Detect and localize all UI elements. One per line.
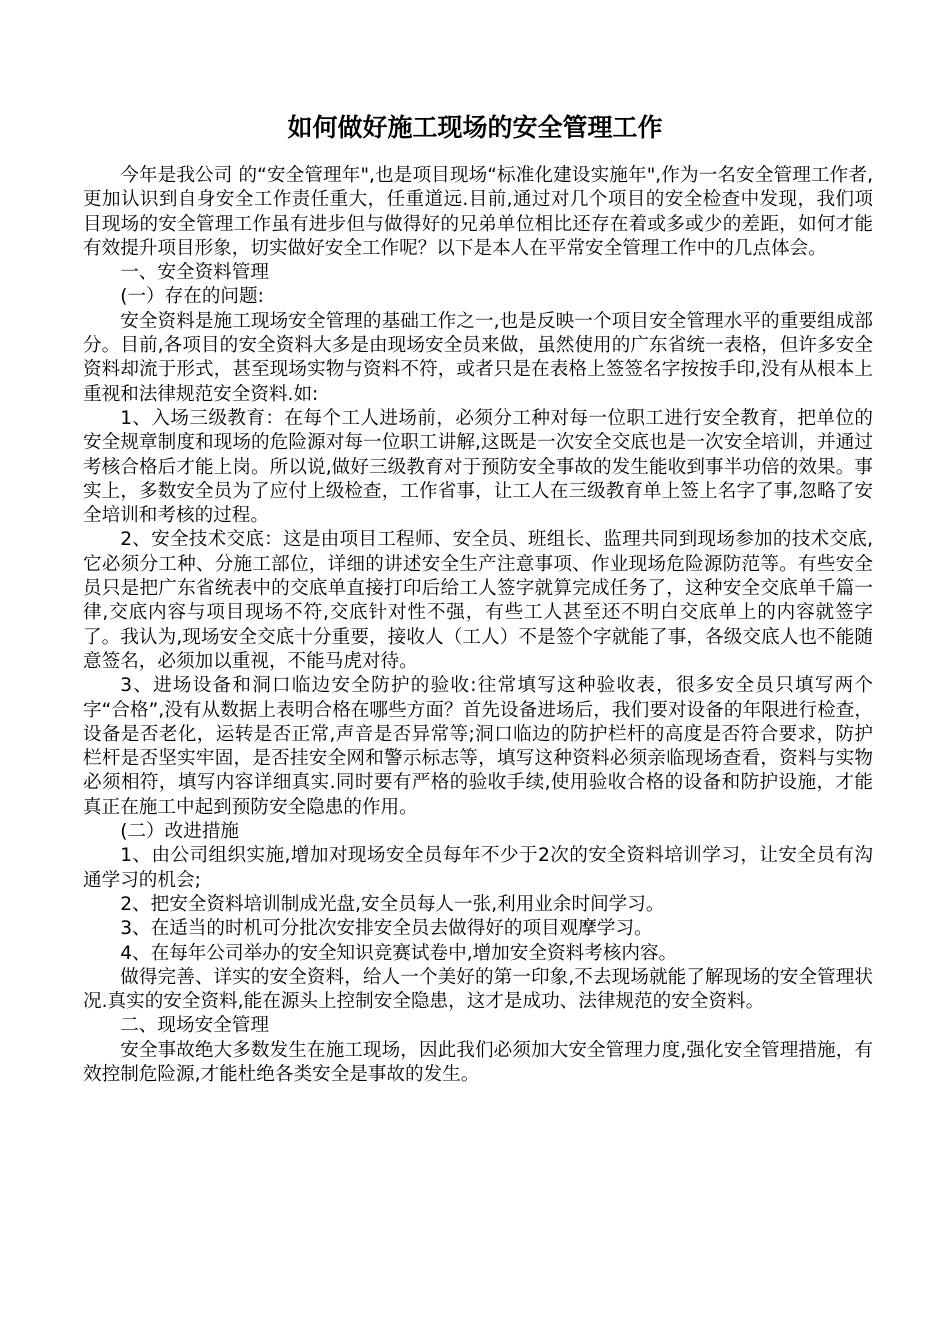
intro-paragraph: 今年是我公司 的“安全管理年",也是项目现场“标准化建设实施年",作为一名安全管理工作者,更加认识到自身安全工作责任重大，任重道远.目前,通过对几个项目的安全检查中发现，我们项目现场的安全管理工作虽有进步但与做得好的兄弟单位相比还存在着或多或少的差距，如何才能有效提升项目形象，切实做好安全工作呢？以下是本人在平常安全管理工作中的几点体会。: [83, 165, 873, 259]
document-title: 如何做好施工现场的安全管理工作: [287, 113, 663, 142]
improvement-item-4: 4、在每年公司举办的安全知识竞赛试卷中,增加安全资料考核内容。: [120, 942, 678, 964]
paragraph-site-safety: 安全事故绝大多数发生在施工现场，因此我们必须加大安全管理力度,强化安全管理措施，有效控制危险源,才能杜绝各类安全是事故的发生。: [83, 1039, 873, 1085]
improvement-item-2: 2、把安全资料培训制成光盘,安全员每人一张,利用业余时间学习。: [120, 893, 665, 915]
paragraph-equipment-acceptance: 3、进场设备和洞口临边安全防护的验收:往常填写这种验收表，很多安全员只填写两个字“合格”,没有从数据上表明合格在哪些方面？首先设备进场后，我们要对设备的年限进行检查，设备是否老化，运转是否正常,声音是否异常等;洞口临边的防护栏杆的高度是否符合要求，防护栏杆是否坚实牢固，是否挂安全网和警示标志等，填写这种资料必须亲临现场查看，资料与实物必须相符，填写内容详细真实.同时要有严格的验收手续,使用验收合格的设备和防护设施，才能真正在施工中起到预防安全隐患的作用。: [83, 675, 873, 818]
subsection-heading-problems: (一）存在的问题:: [120, 286, 264, 308]
document-body: [83, 164, 873, 1087]
section-heading-safety-documents: 一、安全资料管理: [120, 262, 269, 284]
paragraph-complete-documents: 做得完善、详实的安全资料，给人一个美好的第一印象,不去现场就能了解现场的安全管理状况.真实的安全资料,能在源头上控制安全隐患，这才是成功、法律规范的安全资料。: [83, 966, 873, 1013]
paragraph-safety-documents-overview: 安全资料是施工现场安全管理的基础工作之一,也是反映一个项目安全管理水平的重要组成部分。目前,各项目的安全资料大多是由现场安全员来做，虽然使用的广东省统一表格，但许多安全资料却流于形式，甚至现场实物与资料不符，或者只是在表格上签签名字按按手印,没有从根本上重视和法律规范安全资料.如:: [83, 310, 873, 405]
section-heading-site-safety: 二、现场安全管理: [120, 1015, 269, 1037]
improvement-item-1: 1、由公司组织实施,增加对现场安全员每年不少于2次的安全资料培训学习，让安全员有沟通学习的机会;: [83, 845, 873, 891]
paragraph-technical-briefing: 2、安全技术交底：这是由项目工程师、安全员、班组长、监理共同到现场参加的技术交底,它必须分工种、分施工部位，详细的讲述安全生产注意事项、作业现场危险源防范等。有些安全员只是把广东省统表中的交底单直接打印后给工人签字就算完成任务了，这种安全交底单千篇一律,交底内容与项目现场不符,交底针对性不强，有些工人甚至还不明白交底单上的内容就签字了。我认为,现场安全交底十分重要，接收人（工人）不是签个字就能了事，各级交底人也不能随意签名，必须加以重视，不能马虎对待。: [83, 529, 873, 672]
subsection-heading-improvements: (二）改进措施: [120, 821, 240, 843]
paragraph-three-level-education: 1、入场三级教育：在每个工人进场前，必须分工种对每一位职工进行安全教育，把单位的安全规章制度和现场的危险源对每一位职工讲解,这既是一次安全交底也是一次安全培训，并通过考核合格后才能上岗。所以说,做好三级教育对于预防安全事故的发生能收到事半功倍的效果。事实上，多数安全员为了应付上级检查，工作省事，让工人在三级教育单上签上名字了事,忽略了安全培训和考核的过程。: [83, 407, 873, 527]
improvement-item-3: 3、在适当的时机可分批次安排安全员去做得好的项目观摩学习。: [120, 918, 653, 940]
